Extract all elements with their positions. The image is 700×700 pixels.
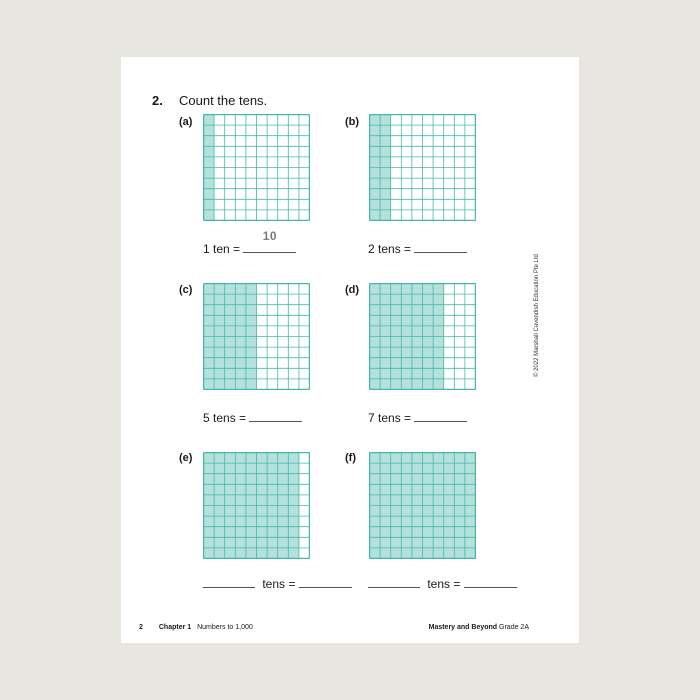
worksheet-page <box>121 57 579 643</box>
chapter-title: Numbers to 1,000 <box>197 624 253 631</box>
answer-blank-d[interactable] <box>414 409 467 422</box>
item-label-e: (e) <box>179 452 193 464</box>
chapter-label: Chapter 1 <box>158 624 192 631</box>
answer-blank-c[interactable] <box>249 409 302 422</box>
equation-text-b: 2 tens = <box>368 242 412 256</box>
equation-c <box>203 409 302 425</box>
equation-text-a: 1 ten = <box>203 242 241 256</box>
hundred-grid-c <box>203 283 310 390</box>
hundred-grid-e <box>203 452 310 559</box>
item-label-f: (f) <box>345 452 356 464</box>
grid-svg <box>203 452 310 559</box>
equation-text-f: tens = <box>427 577 461 591</box>
hundred-grid-b <box>369 114 476 221</box>
answer-blank-b[interactable] <box>414 240 467 253</box>
item-label-a: (a) <box>179 116 193 128</box>
question-number: 2. <box>152 93 163 108</box>
tens-blank-e[interactable] <box>203 575 255 588</box>
answer-blank-e[interactable] <box>299 575 352 588</box>
answer-blank-a[interactable] <box>243 229 296 253</box>
equation-text-c: 5 tens = <box>203 411 247 425</box>
equation-b <box>368 240 467 256</box>
equation-a <box>203 229 296 256</box>
item-label-c: (c) <box>179 284 193 296</box>
grid-svg <box>369 283 476 390</box>
equation-d <box>368 409 467 425</box>
hundred-grid-f <box>369 452 476 559</box>
hundred-grid-a <box>203 114 310 221</box>
question-prompt: Count the tens. <box>179 93 268 108</box>
footer-right <box>429 624 529 631</box>
footer-left <box>139 624 253 631</box>
tens-blank-f[interactable] <box>368 575 420 588</box>
hundred-grid-d <box>369 283 476 390</box>
grid-svg <box>369 452 476 559</box>
equation-text-e: tens = <box>262 577 296 591</box>
item-label-b: (b) <box>345 116 360 128</box>
equation-f <box>368 575 517 591</box>
equation-text-d: 7 tens = <box>368 411 412 425</box>
answer-value-a: 10 <box>262 229 278 243</box>
equation-e <box>203 575 352 591</box>
answer-blank-f[interactable] <box>464 575 517 588</box>
item-label-d: (d) <box>345 284 360 296</box>
grid-svg <box>203 283 310 390</box>
book-grade: Grade 2A <box>499 624 529 631</box>
book-brand: Mastery and Beyond <box>428 624 498 631</box>
grid-svg <box>369 114 476 221</box>
page-number: 2 <box>139 624 143 631</box>
grid-svg <box>203 114 310 221</box>
copyright-notice: © 2022 Marshall Cavendish Education Pte Ltd <box>534 254 540 377</box>
